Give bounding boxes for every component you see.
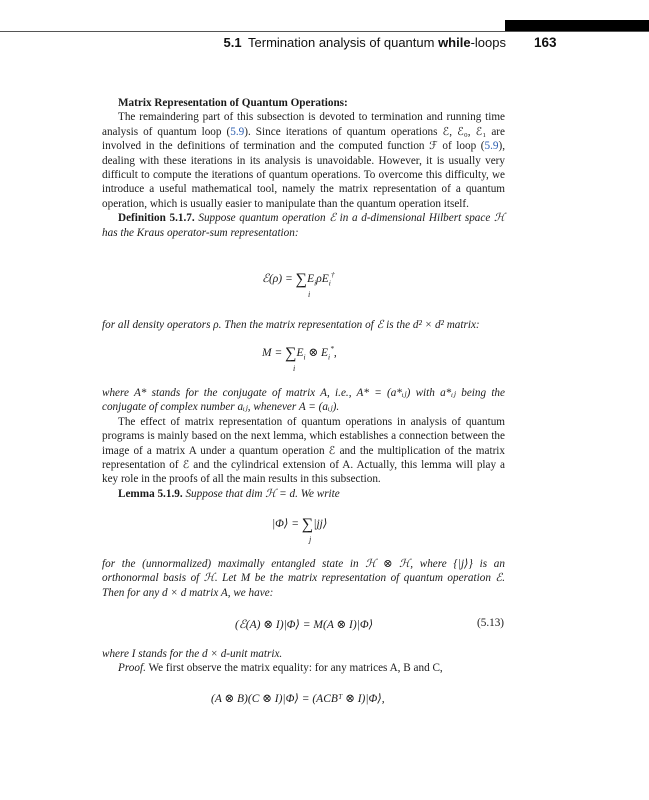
lemma-continued: for the (unnormalized) maximally entangled state in ℋ ⊗ ℋ, where {|j⟩} is an orthonormal basis of ℋ. Let M be the matrix representation of quantum operation ℰ. Then for any d × d matrix A, we have: (102, 558, 505, 599)
lemma-label: Lemma 5.1.9. (118, 487, 183, 500)
equation-entangled-state (272, 516, 328, 544)
text-block-4 (102, 557, 505, 600)
para1-a: The remaindering part of this subsection is devoted to termination and running time analysis of quantum loop ( (102, 111, 505, 138)
sum-symbol: ∑ (285, 345, 297, 362)
proof-text: We first observe the matrix equality: for any matrices A, B and C, (148, 662, 443, 675)
section-title-post: -loops (470, 35, 506, 50)
eq2-index: i (293, 364, 296, 373)
text-block-2 (102, 318, 505, 332)
ref-5-9-b[interactable]: 5.9 (484, 140, 499, 153)
para1-b: ). Since iterations of quantum operations ℰ, ℰ₀, ℰ₁ are involved in the definitions of termination and the computed function ℱ of loop ( (102, 125, 505, 153)
definition-label: Definition 5.1.7. (118, 212, 195, 225)
eq3-index: j (309, 535, 312, 544)
proof (102, 661, 505, 675)
running-head (224, 35, 506, 50)
section-title-bold: while (438, 35, 471, 50)
eq2-term: E (296, 347, 304, 359)
equation-matrix-equality: (A ⊗ B)(C ⊗ I)|Φ⟩ = (ACBᵀ ⊗ I)|Φ⟩, (211, 693, 385, 705)
lemma-text: Suppose that dim ℋ = d. We write (185, 487, 340, 500)
header-rule (0, 31, 649, 32)
paragraph-2: The effect of matrix representation of quantum operations in analysis of quantum programs is mainly based on the next lemma, which establishes a connection between the image of a matrix A under a quantum operation ℰ and the multiplication of the matrix representation of ℰ and the cylindrical extension of A. Actually, this lemma will play a key role in the proofs of all the main results in this subsection. (102, 415, 505, 486)
eq1-lhs: ℰ(ρ) = (262, 273, 296, 285)
definition-text: Suppose quantum operation ℰ in a d-dimensional Hilbert space ℋ has the Kraus operator-sum representation: (102, 212, 506, 239)
where-conjugate: where A* stands for the conjugate of matrix A, i.e., A* = (a*ᵢⱼ) with a*ᵢⱼ being the conjugate of complex number aᵢⱼ, whenever A = (aᵢⱼ). (102, 387, 505, 414)
definition-continued: for all density operators ρ. Then the matrix representation of ℰ is the d² × d² matrix: (102, 319, 480, 331)
eq2-lhs: M = (262, 347, 286, 359)
sum-symbol: ∑ (301, 516, 314, 533)
equation-kraus: ℰ(ρ) = $\sum E_i\rho E_i^\dagger$ i (262, 270, 335, 299)
text-block-3 (102, 386, 505, 501)
equation-5-13: (ℰ(A) ⊗ I)|Φ⟩ = M(A ⊗ I)|Φ⟩ (235, 619, 374, 631)
section-title-pre: Termination analysis of quantum (248, 35, 439, 50)
equation-number-5-13: (5.13) (477, 617, 505, 629)
proof-label: Proof. (118, 662, 146, 675)
where-identity: where I stands for the d × d-unit matrix. (102, 648, 283, 660)
definition (102, 211, 505, 240)
para1-c: ), dealing with these iterations in its analysis is unavoidable. However, it is usually very difficult to compute the iterations of quantum operations. To overcome this difficulty, we introduce a useful mathematical tool, namely the matrix representation of a quantum operation, which is usually easier to manipulate than the quantum operation itself. (102, 140, 505, 210)
lemma (102, 487, 505, 501)
eq3-lhs: |Φ⟩ = (272, 518, 302, 530)
ref-5-9-a[interactable]: 5.9 (230, 125, 245, 138)
subheading: Matrix Representation of Quantum Operations: (118, 97, 348, 109)
eq1-index: i (308, 290, 311, 299)
page-number: 163 (534, 35, 557, 50)
text-block-1 (102, 96, 505, 240)
text-block-5 (102, 647, 505, 676)
equation-matrix-representation: $M = \sum E_i$ ⊗ $E_i^*$, i (262, 344, 337, 373)
eq3-term: |jj⟩ (313, 518, 328, 530)
sum-symbol: ∑ (295, 271, 308, 288)
section-number: 5.1 (223, 35, 242, 50)
eq1-term: E (307, 273, 315, 285)
paragraph-1 (102, 110, 505, 211)
